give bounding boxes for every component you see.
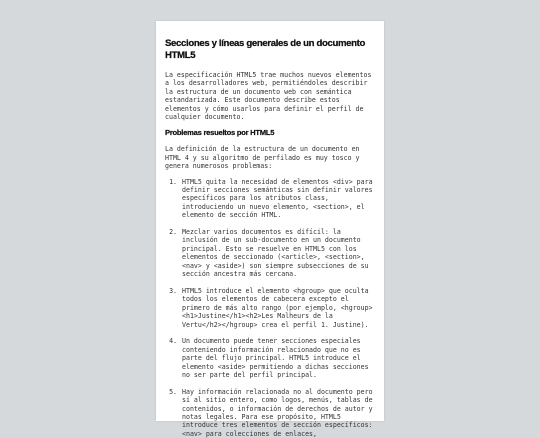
section-paragraph: La definición de la estructura de un documento en HTML 4 y su algoritmo de perfilado es muy tosco y genera numerosos problemas: bbox=[165, 145, 360, 171]
document-page bbox=[156, 21, 384, 438]
section-heading: Problemas resueltos por HTML5 bbox=[165, 128, 275, 138]
list-item: 3. HTML5 introduce el elemento <hgroup> que oculta todos los elementos de cabecera excepto el primero de más alto rango (por ejemplo, <hgroup><h1>Justine</h1><h2>Les Malheurs de la Vertu</h2></hgroup> crea el perfil 1. Justine). bbox=[181, 287, 376, 329]
page-title: Secciones y líneas generales de un documento HTML5 bbox=[165, 38, 366, 61]
list-item: 2. Mezclar varios documentos es difícil: la inclusión de un sub-documento en un documento principal. Esto se resuelve en HTML5 con los elementos de seccionado (<article>, <section>, <nav> y <aside>) son siempre subsecciones de su sección ancestra más cercana. bbox=[181, 228, 376, 278]
list-item: 5. Hay información relacionada no al documento pero sí al sitio entero, como logos, menús, tablas de contenidos, o información de derechos de autor y notas legales. Para ese propósito, HTML5 introduce tres elementos de sección específicos: <nav> para colecciones de enlaces, bbox=[181, 388, 376, 438]
list-item: 1. HTML5 quita la necesidad de elementos <div> para definir secciones semánticas sin definir valores específicos para los atributos class, introduciendo un nuevo elemento, <section>, el elemento de sección HTML. bbox=[181, 178, 376, 220]
list-item: 4. Un documento puede tener secciones especiales conteniendo información relacionado que no es parte del flujo principal. HTML5 introduce el elemento <aside> permitiendo a dichas secciones no ser parte del perfil principal. bbox=[181, 337, 376, 379]
intro-paragraph: La especificación HTML5 trae muchos nuevos elementos a los desarrolladores web, permitiéndoles describir la estructura de un documento web con semántica estandarizada. Este documento describe estos elementos y cómo usarlos para definir el perfil de cualquier documento. bbox=[165, 71, 372, 122]
problems-list bbox=[165, 178, 376, 438]
